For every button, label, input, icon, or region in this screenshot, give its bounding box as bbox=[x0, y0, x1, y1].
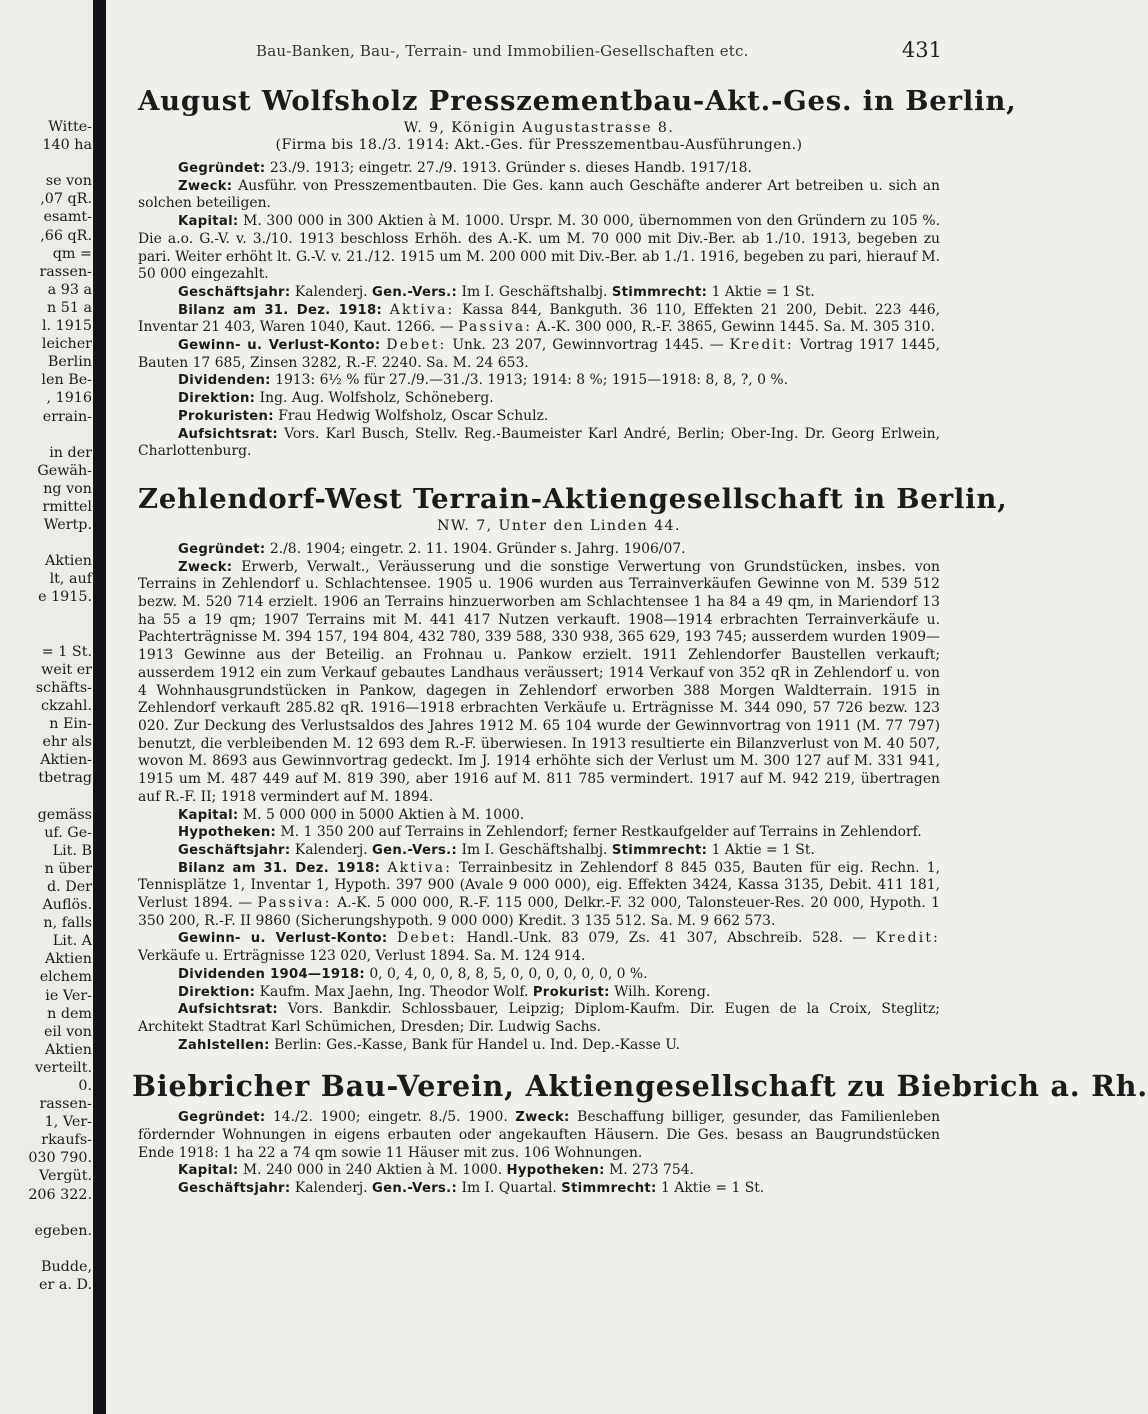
margin-line: rkaufs- bbox=[41, 1132, 92, 1149]
field-value: 23./9. 1913; eingetr. 27./9. 1913. Gründer s. dieses Handb. 1917/18. bbox=[269, 160, 752, 176]
margin-line: er a. D. bbox=[39, 1277, 92, 1293]
company-title: August Wolfsholz Presszementbau-Akt.-Ges. in Berlin, bbox=[138, 85, 1017, 117]
company-title: Zehlendorf-West Terrain-Aktiengesellschaft in Berlin, bbox=[138, 482, 1008, 515]
margin-line bbox=[0, 607, 92, 625]
entry-paragraph bbox=[138, 302, 940, 337]
margin-line: n Ein- bbox=[49, 716, 92, 733]
field-label: Hypotheken: bbox=[506, 1163, 605, 1179]
margin-line: ckzahl. bbox=[40, 698, 92, 714]
margin-line: Wertp. bbox=[43, 517, 92, 534]
margin-line: qm = bbox=[52, 245, 92, 262]
field-value: Vors. Bankdir. Schlossbauer, Leipzig; Diplom-Kaufm. Dir. Eugen de la Croix, Steglitz; Architekt Stadtrat Karl Schümichen, Dresden; Dir. Ludwig Sachs. bbox=[138, 1001, 940, 1035]
field-value: Kaufm. Max Jaehn, Ing. Theodor Wolf. bbox=[259, 983, 529, 1000]
adjacent-page-margin bbox=[0, 0, 92, 1414]
margin-line: 140 ha bbox=[42, 137, 92, 154]
margin-line bbox=[0, 534, 92, 552]
company-former-name: (Firma bis 18./3. 1914: Akt.-Ges. für Presszementbau-Ausführungen.) bbox=[275, 137, 803, 153]
field-label: Gen.-Vers.: bbox=[372, 284, 458, 300]
field-label: Dividenden 1904—1918: bbox=[178, 966, 365, 982]
field-label: Geschäftsjahr: bbox=[178, 842, 291, 858]
margin-line: , 1916 bbox=[46, 390, 92, 407]
margin-line: Berlin bbox=[47, 354, 92, 371]
entry-paragraph bbox=[138, 1162, 940, 1180]
field-label: Stimmrecht: bbox=[611, 842, 708, 858]
running-head-title: Bau-Banken, Bau-, Terrain- und Immobilien-Gesellschaften etc. bbox=[256, 42, 749, 60]
field-value: 1913: 6½ % für 27./9.—31./3. 1913; 1914: 8 %; 1915—1918: 8, 8, ?, 0 %. bbox=[275, 372, 789, 389]
margin-line: 206 322. bbox=[28, 1186, 92, 1203]
margin-line: weit er bbox=[41, 661, 92, 678]
field-value: 0, 0, 4, 0, 0, 8, 8, 5, 0, 0, 0, 0, 0, 0, 0 %. bbox=[369, 965, 648, 982]
field-value: Ing. Aug. Wolfsholz, Schöneberg. bbox=[259, 390, 494, 407]
margin-line bbox=[0, 1240, 92, 1258]
margin-line: gemäss bbox=[37, 806, 92, 823]
sub-label: Aktiva: bbox=[389, 301, 455, 318]
entry-paragraph bbox=[138, 559, 940, 807]
field-label: Prokurist: bbox=[532, 984, 610, 1000]
sub-label: Kredit: bbox=[729, 337, 794, 354]
field-value: Wilh. Koreng. bbox=[614, 983, 711, 1000]
entry-paragraph bbox=[138, 390, 940, 408]
margin-line: tbetrag bbox=[38, 770, 92, 787]
field-label: Direktion: bbox=[178, 391, 256, 407]
field-value: Verkäufe u. Erträgnisse 123 020, Verlust 1894. Sa. M. 124 914. bbox=[138, 948, 586, 965]
margin-line: 1, Ver- bbox=[44, 1114, 92, 1131]
company-entry bbox=[132, 1069, 1148, 1198]
margin-line: Aktien bbox=[45, 553, 92, 570]
margin-line: d. Der bbox=[47, 878, 92, 895]
margin-line: egeben. bbox=[34, 1222, 92, 1239]
sub-label: Debet: bbox=[397, 930, 457, 947]
field-value: Kalenderj. bbox=[294, 283, 368, 300]
entry-paragraph bbox=[138, 966, 940, 984]
company-address: NW. 7, Unter den Linden 44. bbox=[437, 517, 681, 534]
field-label: Bilanz am 31. Dez. 1918: bbox=[178, 302, 383, 318]
entry-paragraph bbox=[138, 1037, 940, 1055]
field-label: Zahlstellen: bbox=[178, 1037, 270, 1053]
margin-line: len Be- bbox=[41, 372, 92, 389]
margin-line: in der bbox=[49, 444, 92, 461]
field-label: Direktion: bbox=[178, 984, 256, 1000]
field-value: A.-K. 5 000 000, R.-F. 115 000, Delkr.-F. 32 000, Talonsteuer-Res. 20 000, Hypoth. 1 350 200, R.-F. II 9860 (Sicherungshypoth. 9 000 000) Kredit. 3 135 512. Sa. M. 9 662 573. bbox=[138, 895, 940, 929]
sub-label: Kredit: bbox=[875, 930, 940, 947]
margin-line: 030 790. bbox=[28, 1150, 92, 1167]
field-value: 1 Aktie = 1 St. bbox=[711, 283, 815, 300]
margin-line: leicher bbox=[41, 336, 92, 353]
margin-line bbox=[0, 1204, 92, 1222]
field-value: Im I. Geschäftshalbj. bbox=[461, 841, 608, 858]
entry-paragraph bbox=[138, 541, 940, 559]
page bbox=[132, 38, 1148, 1198]
field-value: Berlin: Ges.-Kasse, Bank für Handel u. Ind. Dep.-Kasse U. bbox=[274, 1036, 681, 1053]
entry-paragraph bbox=[138, 160, 940, 178]
margin-line: errain- bbox=[42, 408, 92, 425]
field-value: Erwerb, Verwalt., Veräusserung und die sonstige Verwertung von Grundstücken, insbes. von Terrains in Zehlendorf u. Schlachtensee. 1905 u. 1906 wurden aus Terrainverkäufen Gewinne von M. 539 512 bezw. M. 520 714 erzielt. 1906 an Terrains hinzuerworben am Schlachtensee 1 ha 84 a 49 qm, in Mariendorf 13 ha 55 a 19 qm; 1907 Terrains mit M. 441 417 Nutzen verkauft. 1908—1914 erbrachten Terrainverkäufe u. Pachterträgnisse M. 394 157, 194 804, 432 780, 339 588, 330 938, 365 629, 193 745; ausserdem wurden 1909—1913 Gewinne aus der Beteilig. an Frohnau u. Pankow erzielt. 1911 Zehlendorfer Baustellen verkauft; ausserdem 1912 ein zum Verkauf gebautes Landhaus veräussert; 1914 Verkauf von 352 qR in Zehlendorf u. von 4 Wohnhausgrundstücken in Pankow, dagegen in Zehlendorf erworben 388 Morgen Waldterrain. 1915 in Zehlendorf verkauft 285.82 qR. 1916—1918 erbrachten Verkäufe u. Erträgnisse M. 344 090, 57 726 bezw. 123 020. Zur Deckung des Verlustsaldos des Jahres 1912 M. 65 104 wurde der Gewinnvortrag von 1911 (M. 77 797) benutzt, die verbleibenden M. 12 693 dem R.-F. überwiesen. In 1913 resultierte ein Bilanzverlust von M. 40 507, wovon M. 8693 aus Gewinnvortrag gedeckt. Im J. 1914 erhöhte sich der Verlust um M. 300 127 auf M. 331 941, 1915 um M. 487 449 auf M. 819 390, aber 1916 auf M. 811 785 vermindert. 1917 auf M. 942 219, übertragen auf R.-F. II; 1918 vermindert auf M. 1894. bbox=[138, 558, 940, 805]
margin-line: esamt- bbox=[43, 209, 92, 226]
margin-line: eil von bbox=[43, 1023, 92, 1040]
entry-paragraph bbox=[138, 284, 940, 302]
field-value: M. 273 754. bbox=[609, 1162, 694, 1179]
entry-paragraph bbox=[138, 1109, 940, 1162]
sub-label: Passiva: bbox=[257, 895, 332, 912]
page-number: 431 bbox=[901, 38, 942, 62]
field-label: Zweck: bbox=[515, 1110, 570, 1126]
field-label: Gen.-Vers.: bbox=[372, 842, 458, 858]
field-value: Im I. Geschäftshalbj. bbox=[461, 283, 608, 300]
page-gutter-shadow bbox=[93, 0, 106, 1414]
field-value: Beschaffung billiger, gesunder, das Familienleben fördernder Wohnungen in eigens erbauten oder angekauften Häusern. Die Ges. besass an Baugrundstücken Ende 1918: 1 ha 22 a 74 qm sowie 11 Häuser mit zus. 106 Wohnungen. bbox=[138, 1109, 941, 1161]
field-label: Zweck: bbox=[178, 178, 233, 194]
margin-line: l. 1915 bbox=[41, 318, 92, 335]
field-label: Gen.-Vers.: bbox=[372, 1181, 458, 1197]
field-value: Frau Hedwig Wolfsholz, Oscar Schulz. bbox=[278, 407, 549, 424]
field-label: Gegründet: bbox=[178, 541, 266, 557]
sub-label: Debet: bbox=[386, 337, 447, 354]
field-label: Gewinn- u. Verlust-Konto: bbox=[178, 931, 388, 947]
field-label: Bilanz am 31. Dez. 1918: bbox=[178, 860, 381, 876]
margin-line: rassen- bbox=[39, 1096, 92, 1113]
field-value: Kalenderj. bbox=[294, 1180, 368, 1197]
margin-line: ie Ver- bbox=[45, 987, 92, 1004]
margin-line: lt, auf bbox=[49, 571, 92, 588]
field-label: Dividenden: bbox=[178, 373, 271, 389]
field-label: Kapital: bbox=[178, 807, 239, 823]
entry-paragraph bbox=[138, 1001, 940, 1036]
margin-line: ng von bbox=[43, 480, 92, 497]
field-label: Gegründet: bbox=[178, 161, 266, 176]
field-label: Geschäftsjahr: bbox=[178, 284, 291, 300]
field-label: Zweck: bbox=[178, 559, 233, 575]
field-value: 14./2. 1900; eingetr. 8./5. 1900. bbox=[272, 1109, 508, 1126]
margin-line: verteilt. bbox=[34, 1059, 92, 1076]
margin-line: n über bbox=[44, 860, 92, 877]
field-label: Stimmrecht: bbox=[561, 1181, 657, 1197]
company-entry bbox=[138, 482, 1008, 1054]
margin-line: ehr als bbox=[42, 734, 92, 751]
entry-paragraph bbox=[138, 807, 940, 825]
entry-paragraph bbox=[138, 337, 940, 372]
margin-line: Auflös. bbox=[42, 897, 92, 914]
entry-paragraph bbox=[138, 426, 940, 461]
field-label: Prokuristen: bbox=[178, 408, 274, 424]
margin-line: uf. Ge- bbox=[44, 824, 92, 841]
margin-line: 0. bbox=[78, 1077, 92, 1094]
entry-paragraph bbox=[138, 842, 940, 860]
margin-line bbox=[0, 426, 92, 444]
margin-line: Gewäh- bbox=[37, 462, 92, 479]
entry-body bbox=[138, 160, 940, 461]
field-value: Terrainbesitz in Zehlendorf 8 845 035, Bauten für eig. Rechn. 1, Tennisplätze 1, Inventar 1, Hypoth. 397 900 (Avale 9 000 000), eig. Effekten 3424, Kassa 3135, Debit. 411 181, Verlust 1894. — bbox=[138, 859, 940, 912]
field-value: 1 Aktie = 1 St. bbox=[711, 841, 815, 858]
field-value: Vors. Karl Busch, Stellv. Reg.-Baumeister Karl André, Berlin; Ober-Ing. Dr. Georg Erlwein, Charlottenburg. bbox=[138, 425, 940, 460]
sub-label: Passiva: bbox=[458, 319, 533, 336]
entry-paragraph bbox=[138, 984, 940, 1002]
entry-paragraph bbox=[138, 824, 940, 842]
field-value: Handl.-Unk. 83 079, Zs. 41 307, Abschreib. 528. — bbox=[466, 930, 867, 947]
field-value: M. 240 000 in 240 Aktien à M. 1000. bbox=[242, 1162, 503, 1179]
margin-line bbox=[0, 625, 92, 643]
field-value: M. 1 350 200 auf Terrains in Zehlendorf; ferner Restkaufgelder auf Terrains in Zehlendorf. bbox=[280, 824, 922, 841]
company-address: W. 9, Königin Augustastrasse 8. bbox=[403, 120, 675, 136]
field-label: Aufsichtsrat: bbox=[178, 1002, 278, 1018]
margin-line: e 1915. bbox=[38, 589, 92, 606]
company-entry bbox=[138, 85, 1017, 461]
margin-line: se von bbox=[45, 173, 92, 190]
field-value: Unk. 23 207, Gewinnvortrag 1445. — bbox=[452, 337, 724, 354]
margin-line: Lit. A bbox=[52, 933, 92, 950]
margin-line: ,07 qR. bbox=[40, 191, 92, 208]
entry-body bbox=[138, 1109, 940, 1198]
entry-paragraph bbox=[138, 372, 940, 390]
field-label: Gewinn- u. Verlust-Konto: bbox=[178, 338, 381, 354]
adjacent-page-text bbox=[0, 118, 92, 1294]
field-value: 1 Aktie = 1 St. bbox=[661, 1180, 765, 1197]
entry-paragraph bbox=[138, 408, 940, 426]
margin-line: n 51 a bbox=[46, 299, 92, 316]
field-value: Vortrag 1917 1445, Bauten 17 685, Zinsen 3282, R.-F. 2240. Sa. M. 24 653. bbox=[138, 337, 941, 371]
margin-line bbox=[0, 787, 92, 805]
margin-line: schäfts- bbox=[35, 679, 92, 696]
field-label: Aufsichtsrat: bbox=[178, 426, 278, 442]
margin-line: Aktien- bbox=[40, 752, 92, 769]
margin-line: rmittel bbox=[42, 498, 92, 515]
field-label: Kapital: bbox=[178, 1163, 239, 1179]
field-value: 2./8. 1904; eingetr. 2. 11. 1904. Gründer s. Jahrg. 1906/07. bbox=[269, 540, 686, 557]
field-label: Stimmrecht: bbox=[611, 284, 708, 300]
margin-line: n dem bbox=[47, 1005, 92, 1022]
entry-paragraph bbox=[138, 1180, 940, 1198]
margin-line: = 1 St. bbox=[41, 643, 92, 660]
entry-paragraph bbox=[138, 178, 940, 213]
margin-line: a 93 a bbox=[47, 281, 92, 298]
field-value: A.-K. 300 000, R.-F. 3865, Gewinn 1445. Sa. M. 305 310. bbox=[536, 319, 935, 336]
running-head bbox=[138, 38, 940, 72]
field-label: Geschäftsjahr: bbox=[178, 1181, 291, 1197]
entry-paragraph bbox=[138, 860, 940, 931]
margin-line: n, falls bbox=[43, 915, 92, 932]
field-label: Gegründet: bbox=[178, 1110, 266, 1126]
margin-line: Witte- bbox=[48, 119, 92, 135]
margin-line: Aktien bbox=[45, 1041, 92, 1058]
entry-paragraph bbox=[138, 930, 940, 965]
margin-line: Vergüt. bbox=[39, 1168, 92, 1185]
margin-line: ,66 qR. bbox=[40, 227, 92, 244]
field-value: Ausführ. von Presszementbauten. Die Ges. kann auch Geschäfte anderer Art betreiben u. sich an solchen beteiligen. bbox=[138, 177, 940, 212]
field-label: Hypotheken: bbox=[178, 825, 277, 841]
sub-label: Aktiva: bbox=[387, 859, 453, 876]
company-title: Biebricher Bau-Verein, Aktiengesellschaft zu Biebrich a. Rh. bbox=[132, 1069, 1148, 1104]
field-value: Kalenderj. bbox=[294, 841, 368, 858]
margin-line: Lit. B bbox=[52, 842, 92, 859]
margin-line: Budde, bbox=[40, 1258, 92, 1275]
field-value: Kassa 844, Bankguth. 36 110, Effekten 21 200, Debit. 223 446, Inventar 21 403, Waren 1040, Kaut. 1266. — bbox=[138, 301, 941, 336]
field-label: Kapital: bbox=[178, 214, 239, 230]
entry-paragraph bbox=[138, 213, 940, 284]
margin-line bbox=[0, 154, 92, 172]
field-value: M. 5 000 000 in 5000 Aktien à M. 1000. bbox=[242, 806, 525, 823]
field-value: Im I. Quartal. bbox=[461, 1180, 557, 1197]
margin-line: Aktien bbox=[45, 951, 92, 968]
field-value: M. 300 000 in 300 Aktien à M. 1000. Urspr. M. 30 000, übernommen von den Gründern zu 105 %. Die a.o. G.-V. v. 3./10. 1913 beschloss Erhöh. des A.-K. um M. 70 000 mit Div.-Ber. ab 1./10. 1913, begeben zu pari. Weiter erhöht lt. G.-V. v. 21./12. 1915 um M. 200 000 mit Div.-Ber. ab 1./1. 1916, begeben zu pari, hierauf M. 50 000 eingezahlt. bbox=[138, 213, 940, 283]
entry-body bbox=[138, 541, 940, 1054]
margin-line: elchem bbox=[39, 969, 92, 986]
margin-line: rassen- bbox=[39, 263, 92, 280]
